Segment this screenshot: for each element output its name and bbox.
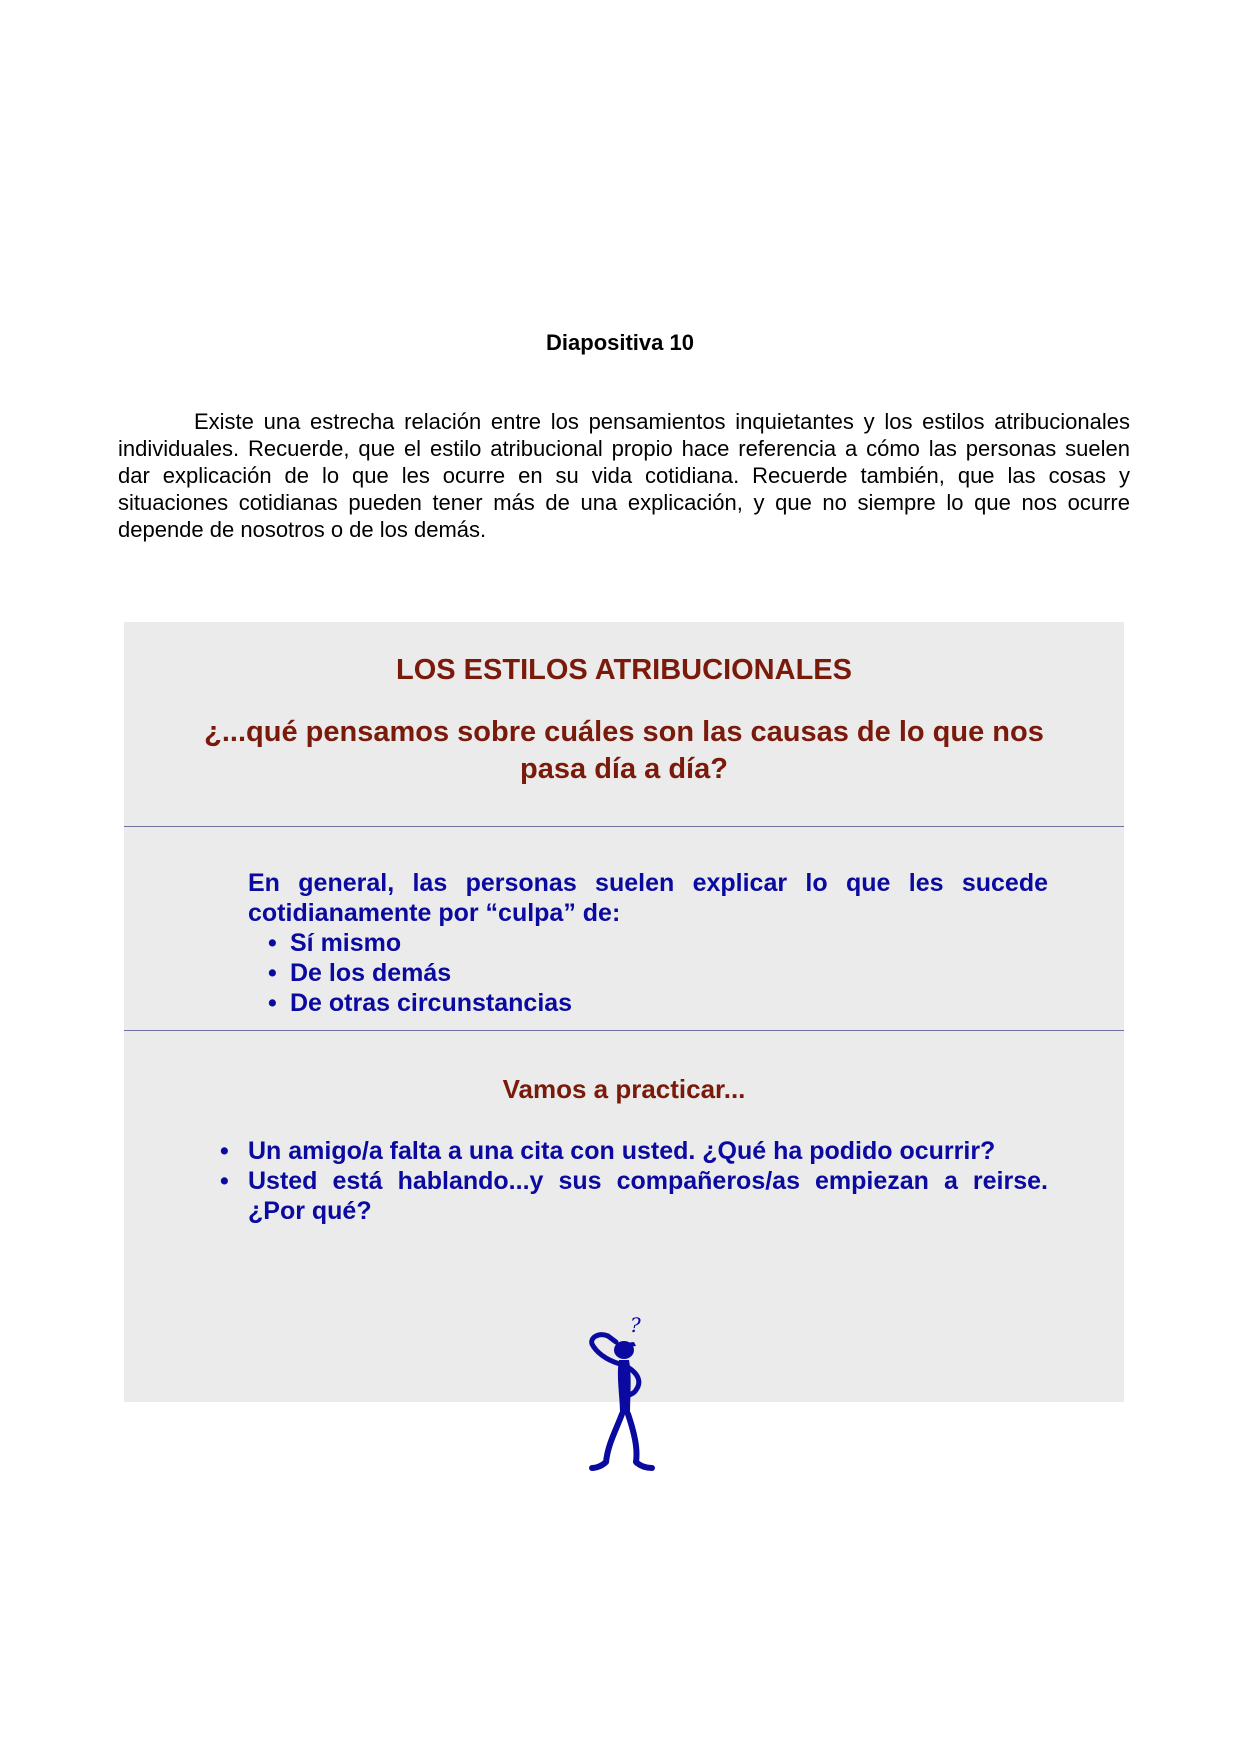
bullet-icon: • xyxy=(268,929,277,957)
slide-panel xyxy=(124,622,1124,1402)
practice-text: Usted está hablando...y sus compañeros/as empiezan a reirse. ¿Por qué? xyxy=(248,1167,1048,1225)
list-item xyxy=(268,958,572,988)
list-item xyxy=(268,988,572,1018)
causes-list xyxy=(268,928,572,1018)
practice-list xyxy=(220,1136,1048,1226)
practice-title: Vamos a practicar... xyxy=(502,1074,746,1104)
slide-subtitle: ¿...qué pensamos sobre cuáles son las causas de lo que nos pasa día a día? xyxy=(204,716,1044,785)
list-item xyxy=(220,1166,1048,1226)
practice-text: Un amigo/a falta a una cita con usted. ¿Qué ha podido ocurrir? xyxy=(248,1137,996,1165)
intro-paragraph: Existe una estrecha relación entre los pensamientos inquietantes y los estilos atribucionales individuales. Recuerde, que el estilo atribucional propio hace referencia a cómo las personas suelen dar explicación de lo que les ocurre en su vida cotidiana. Recuerde también, que las cosas y situaciones cotidianas pueden tener más de una explicación, y que no siempre lo que nos ocurre depende de nosotros o de los demás. xyxy=(118,409,1130,542)
page-heading: Diapositiva 10 xyxy=(546,330,694,355)
bullet-icon: • xyxy=(268,989,277,1017)
slide-practice-section xyxy=(124,1030,1124,1402)
slide-causes-section xyxy=(124,826,1124,1030)
bullet-icon: • xyxy=(268,959,277,987)
cause-text: De los demás xyxy=(290,959,452,987)
slide-title: LOS ESTILOS ATRIBUCIONALES xyxy=(396,654,852,686)
thinking-figure-icon xyxy=(572,1312,672,1482)
cause-text: De otras circunstancias xyxy=(290,989,573,1017)
list-item xyxy=(220,1136,1048,1166)
general-text: En general, las personas suelen explicar lo que les sucede cotidianamente por “culpa” de: xyxy=(248,869,1048,927)
question-mark-glyph: ? xyxy=(630,1313,641,1337)
list-item xyxy=(268,928,572,958)
bullet-icon: • xyxy=(220,1137,229,1165)
cause-text: Sí mismo xyxy=(290,929,402,957)
bullet-icon: • xyxy=(220,1167,229,1195)
slide-header-section xyxy=(124,622,1124,826)
